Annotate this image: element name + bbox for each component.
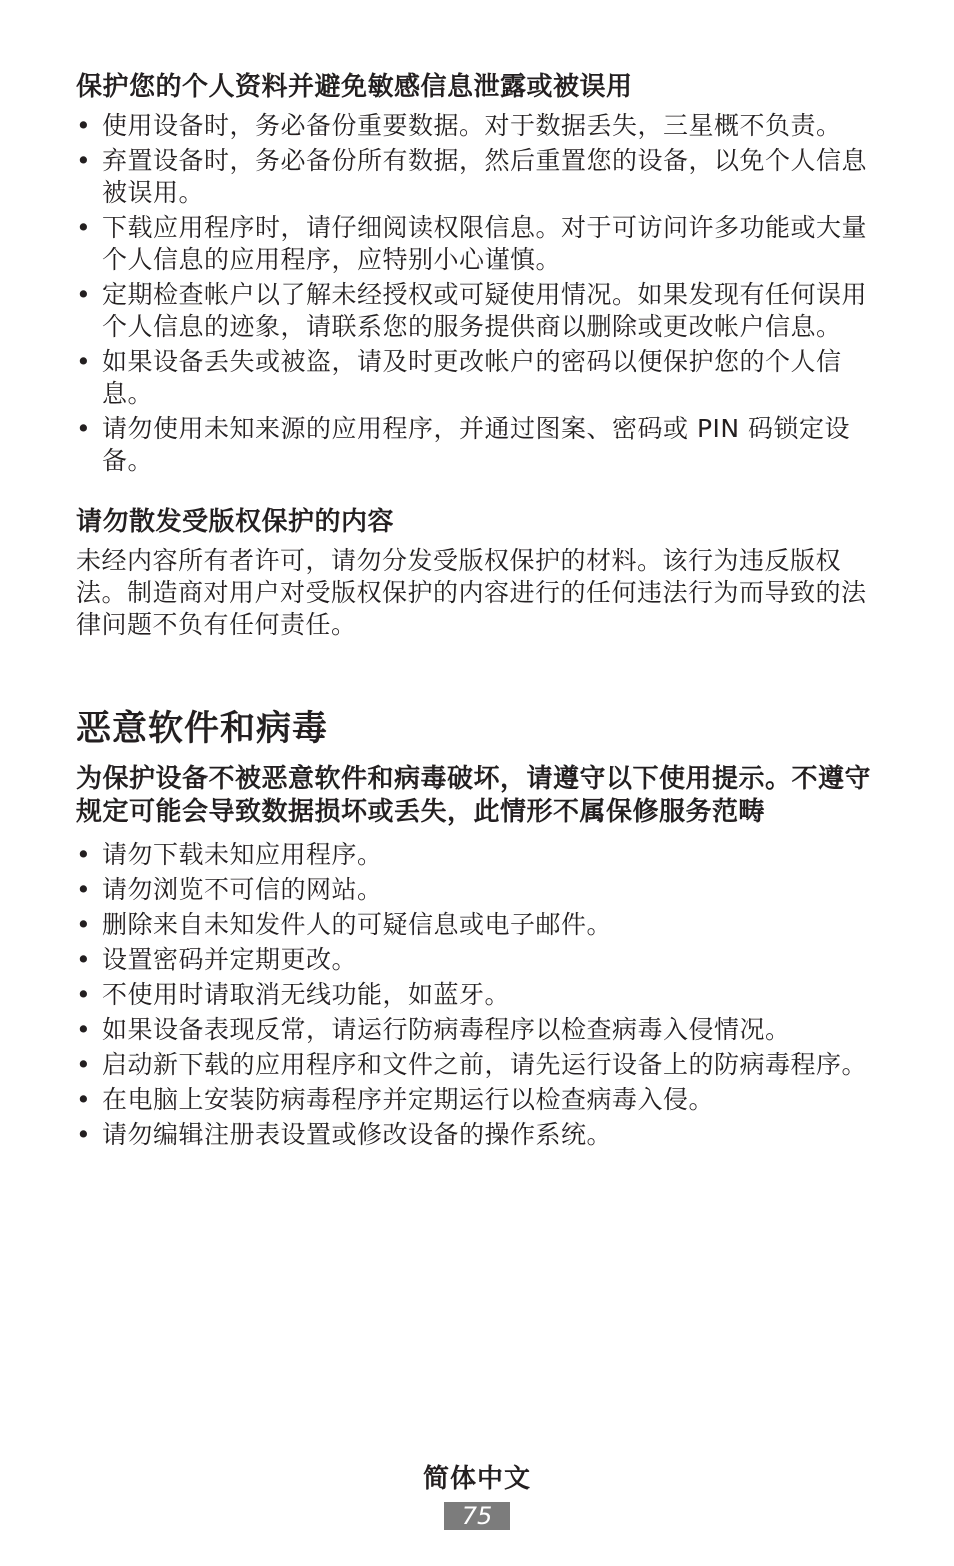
section-heading-privacy: 保护您的个人资料并避免敏感信息泄露或被误用 (76, 72, 633, 102)
list-item: • 请勿浏览不可信的网站。 (76, 874, 876, 906)
copyright-paragraph: 未经内容所有者许可，请勿分发受版权保护的材料。该行为违反版权法。制造商对用户对受版权保护的内容进行的任何违法行为而导致的法律问题不负有任何责任。 (76, 546, 867, 639)
chapter-title: 恶意软件和病毒 (76, 709, 329, 749)
list-item: • 在电脑上安装防病毒程序并定期运行以检查病毒入侵。 (76, 1084, 876, 1116)
list-item: • 使用设备时，务必备份重要数据。对于数据丢失，三星概不负责。 (76, 110, 876, 142)
section-heading-copyright: 请勿散发受版权保护的内容 (76, 507, 395, 537)
chapter-intro: 为保护设备不被恶意软件和病毒破坏，请遵守以下使用提示。不遵守规定可能会导致数据损坏或丢失，此情形不属保修服务范畴 (76, 764, 872, 827)
list-item: • 删除来自未知发件人的可疑信息或电子邮件。 (76, 909, 876, 941)
list-item: • 请勿编辑注册表设置或修改设备的操作系统。 (76, 1119, 876, 1151)
list-item: • 请勿使用未知来源的应用程序，并通过图案、密码或 PIN 码锁定设备。 (76, 413, 876, 477)
list-item: • 如果设备丢失或被盗，请及时更改帐户的密码以便保护您的个人信息。 (76, 346, 876, 410)
list-item: • 启动新下载的应用程序和文件之前，请先运行设备上的防病毒程序。 (76, 1049, 876, 1081)
list-item: • 请勿下载未知应用程序。 (76, 839, 876, 871)
page-footer (0, 1462, 954, 1530)
document-page (76, 70, 876, 1154)
list-item: • 定期检查帐户以了解未经授权或可疑使用情况。如果发现有任何误用个人信息的迹象，请联系您的服务提供商以删除或更改帐户信息。 (76, 279, 876, 343)
page-number-badge: 75 (444, 1502, 510, 1530)
list-item: • 设置密码并定期更改。 (76, 944, 876, 976)
privacy-tips-list (76, 110, 876, 477)
list-item: • 如果设备表现反常，请运行防病毒程序以检查病毒入侵情况。 (76, 1014, 876, 1046)
list-item: • 不使用时请取消无线功能，如蓝牙。 (76, 979, 876, 1011)
list-item: • 弃置设备时，务必备份所有数据，然后重置您的设备，以免个人信息被误用。 (76, 145, 876, 209)
malware-tips-list (76, 839, 876, 1151)
list-item: • 下载应用程序时，请仔细阅读权限信息。对于可访问许多功能或大量个人信息的应用程序，应特别小心谨慎。 (76, 212, 876, 276)
footer-language: 简体中文 (422, 1464, 531, 1494)
